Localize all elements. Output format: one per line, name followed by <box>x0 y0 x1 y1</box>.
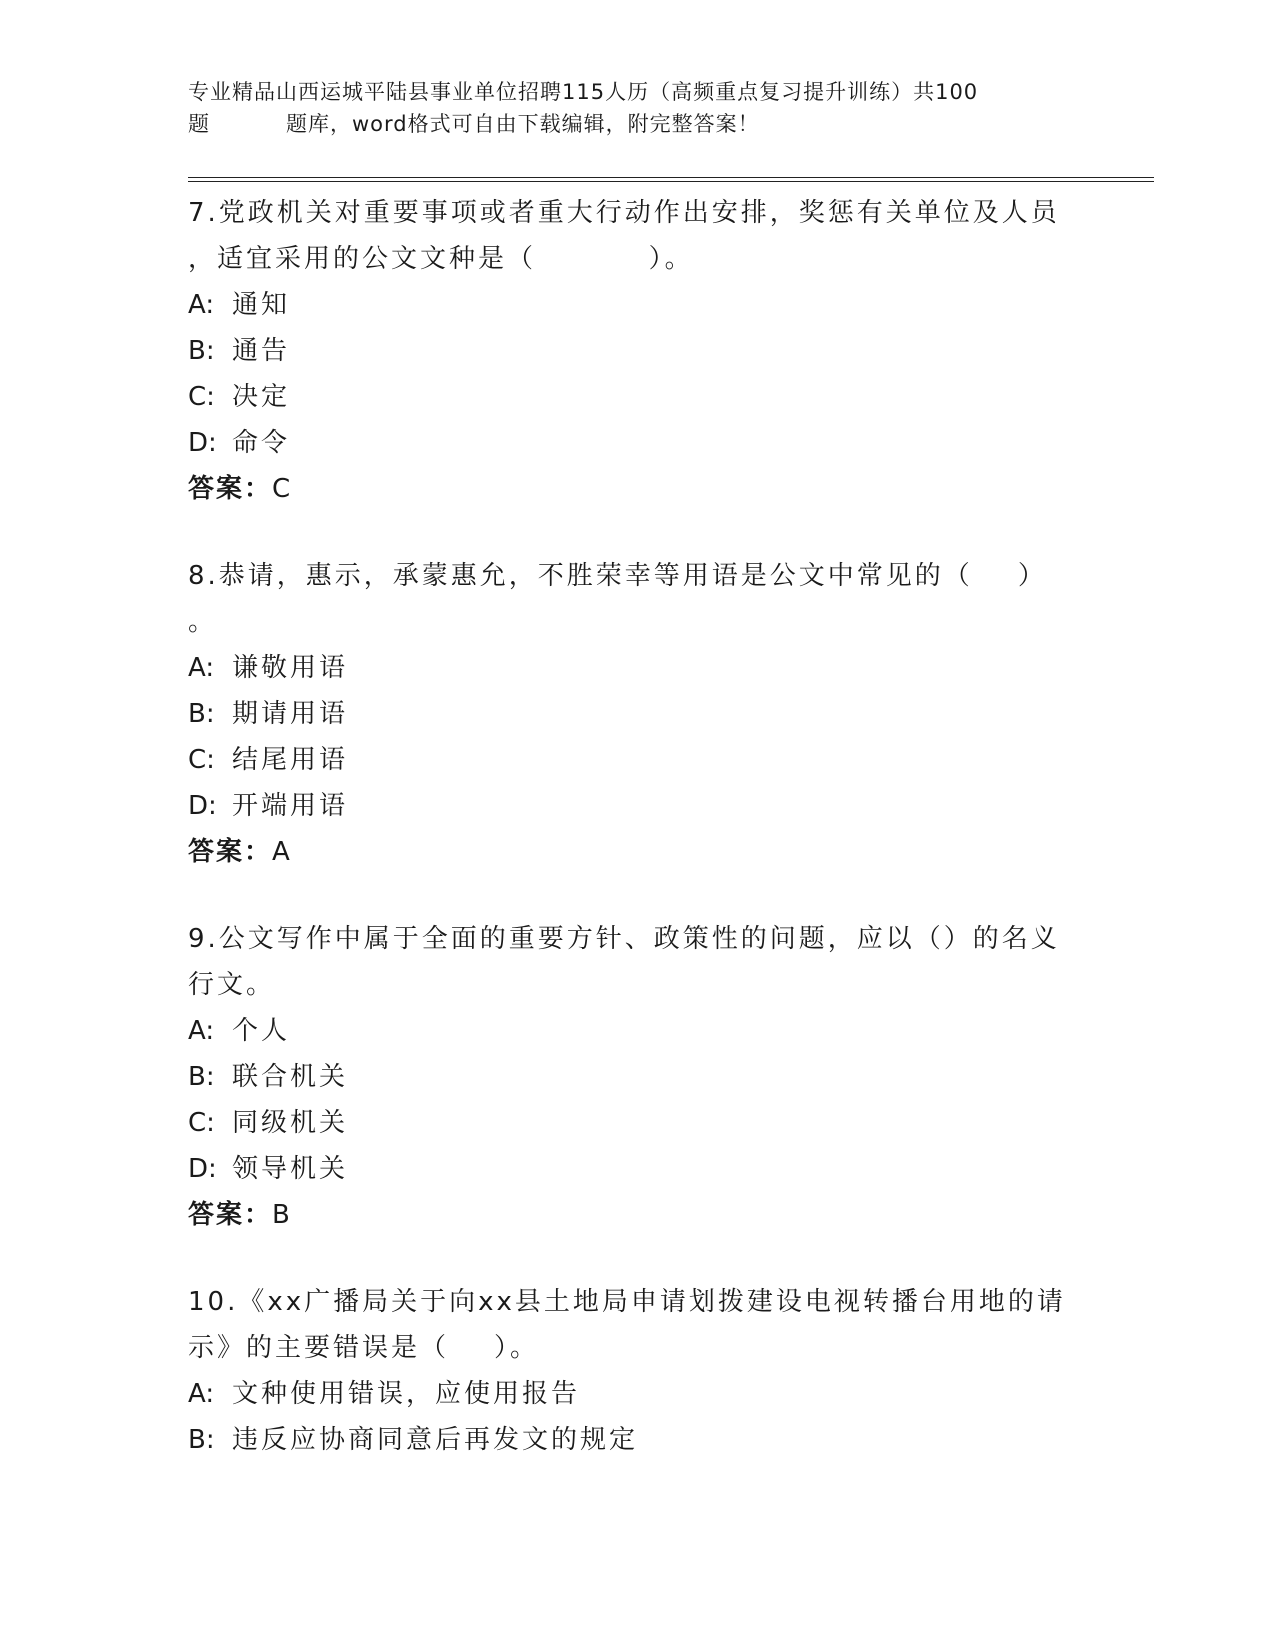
option-key: C: <box>188 382 215 412</box>
document-header <box>188 76 1088 140</box>
answer-value: C <box>272 474 293 504</box>
option-c <box>188 374 1088 420</box>
question-stem-line-2: ，适宜采用的公文文种是（ ）。 <box>188 244 694 274</box>
option-d <box>188 1146 1088 1192</box>
option-key: B: <box>188 336 215 366</box>
question-stem-line-2: 行文。 <box>188 970 276 1000</box>
option-a <box>188 282 1088 328</box>
option-text: 联合机关 <box>232 1062 349 1092</box>
option-key: B: <box>188 699 215 729</box>
option-d <box>188 783 1088 829</box>
answer-value: A <box>272 837 292 867</box>
option-a <box>188 1008 1088 1054</box>
header-line-2-left: 题 <box>188 112 210 136</box>
answer-label: 答案： <box>188 837 273 867</box>
option-key: A: <box>188 653 215 683</box>
option-b <box>188 1417 1088 1463</box>
option-d <box>188 420 1088 466</box>
question-stem-line-2: 。 <box>188 607 218 637</box>
question-list <box>188 190 1088 1504</box>
question-stem-line-2: 示》的主要错误是（ ）。 <box>188 1333 540 1363</box>
answer-label: 答案： <box>188 474 273 504</box>
option-c <box>188 1100 1088 1146</box>
answer-label: 答案： <box>188 1200 273 1230</box>
answer-line <box>188 1192 1088 1238</box>
option-a <box>188 645 1088 691</box>
option-text: 通知 <box>232 290 291 320</box>
question-7 <box>188 190 1088 512</box>
option-key: C: <box>188 1108 215 1138</box>
question-stem-line-1: 9.公文写作中属于全面的重要方针、政策性的问题，应以（）的名义 <box>188 924 1060 954</box>
option-key: A: <box>188 1379 215 1409</box>
option-text: 领导机关 <box>232 1154 349 1184</box>
option-a <box>188 1371 1088 1417</box>
option-key: B: <box>188 1425 215 1455</box>
question-10 <box>188 1279 1088 1463</box>
option-text: 通告 <box>232 336 291 366</box>
option-b <box>188 328 1088 374</box>
option-text: 文种使用错误，应使用报告 <box>232 1379 581 1409</box>
option-c <box>188 737 1088 783</box>
option-key: C: <box>188 745 215 775</box>
question-stem-line-1: 7.党政机关对重要事项或者重大行动作出安排，奖惩有关单位及人员 <box>188 198 1060 228</box>
option-key: A: <box>188 1016 215 1046</box>
option-text: 结尾用语 <box>232 745 349 775</box>
option-text: 同级机关 <box>232 1108 349 1138</box>
option-text: 命令 <box>232 428 291 458</box>
header-line-2-right: 题库，word格式可自由下载编辑，附完整答案！ <box>286 112 760 136</box>
option-key: B: <box>188 1062 215 1092</box>
header-line-1: 专业精品山西运城平陆县事业单位招聘115人历（高频重点复习提升训练）共100 <box>188 80 979 104</box>
option-key: D: <box>188 428 217 458</box>
option-b <box>188 691 1088 737</box>
answer-value: B <box>272 1200 292 1230</box>
option-text: 决定 <box>232 382 291 412</box>
option-key: A: <box>188 290 215 320</box>
question-9 <box>188 916 1088 1238</box>
question-8 <box>188 553 1088 875</box>
question-stem-line-1: 8.恭请，惠示，承蒙惠允，不胜荣幸等用语是公文中常见的（ ） <box>188 561 1047 591</box>
option-text: 期请用语 <box>232 699 349 729</box>
option-key: D: <box>188 1154 217 1184</box>
header-gap <box>210 108 286 140</box>
option-b <box>188 1054 1088 1100</box>
option-text: 个人 <box>232 1016 291 1046</box>
option-text: 开端用语 <box>232 791 349 821</box>
option-key: D: <box>188 791 217 821</box>
answer-line <box>188 829 1088 875</box>
option-text: 违反应协商同意后再发文的规定 <box>232 1425 639 1455</box>
question-stem-line-1: 10.《xx广播局关于向xx县土地局申请划拨建设电视转播台用地的请 <box>188 1287 1066 1317</box>
header-divider-top <box>188 177 1154 178</box>
answer-line <box>188 466 1088 512</box>
header-line-2 <box>188 108 1088 140</box>
header-divider-bottom <box>188 181 1154 182</box>
option-text: 谦敬用语 <box>232 653 349 683</box>
